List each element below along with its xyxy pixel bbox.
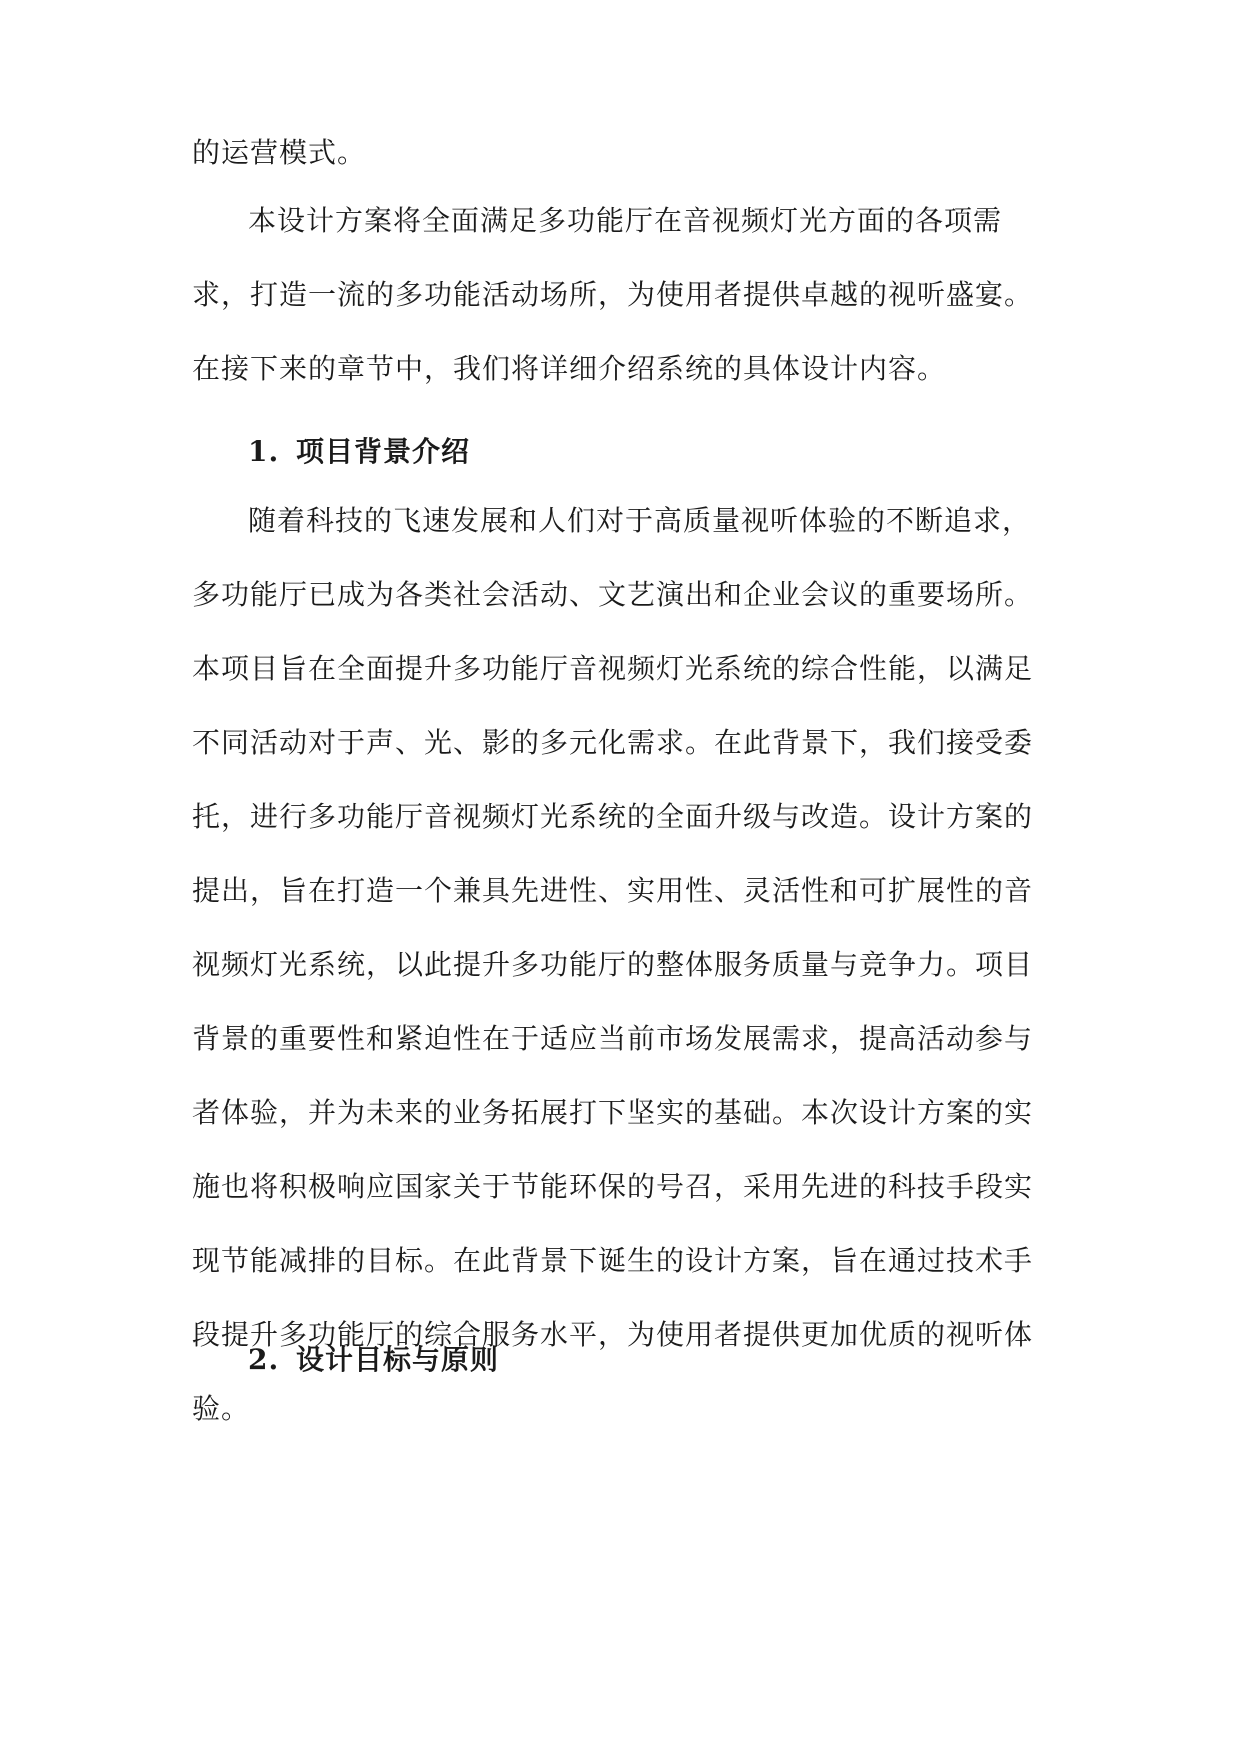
paragraph-intro-summary: 本设计方案将全面满足多功能厅在音视频灯光方面的各项需求，打造一流的多功能活动场所，为使用者提供卓越的视听盛宴。在接下来的章节中，我们将详细介绍系统的具体设计内容。	[192, 204, 1034, 385]
section-title-2: 设计目标与原则	[296, 1343, 500, 1376]
section-heading-1	[248, 432, 470, 472]
section-number-2: 2.	[248, 1343, 280, 1376]
section-title-1: 项目背景介绍	[296, 435, 471, 468]
paragraph-continuation: 的运营模式。	[192, 136, 367, 169]
section-number-1: 1.	[248, 435, 280, 468]
paragraph-project-background: 随着科技的飞速发展和人们对于高质量视听体验的不断追求，多功能厅已成为各类社会活动、文艺演出和企业会议的重要场所。本项目旨在全面提升多功能厅音视频灯光系统的综合性能，以满足不同活动对于声、光、影的多元化需求。在此背景下，我们接受委托，进行多功能厅音视频灯光系统的全面升级与改造。设计方案的提出，旨在打造一个兼具先进性、实用性、灵活性和可扩展性的音视频灯光系统，以此提升多功能厅的整体服务质量与竞争力。项目背景的重要性和紧迫性在于适应当前市场发展需求，提高活动参与者体验，并为未来的业务拓展打下坚实的基础。本次设计方案的实施也将积极响应国家关于节能环保的号召，采用先进的科技手段实现节能减排的目标。在此背景下诞生的设计方案，旨在通过技术手段提升多功能厅的综合服务水平，为使用者提供更加优质的视听体验。	[192, 504, 1034, 1425]
section-heading-2	[248, 1340, 499, 1380]
